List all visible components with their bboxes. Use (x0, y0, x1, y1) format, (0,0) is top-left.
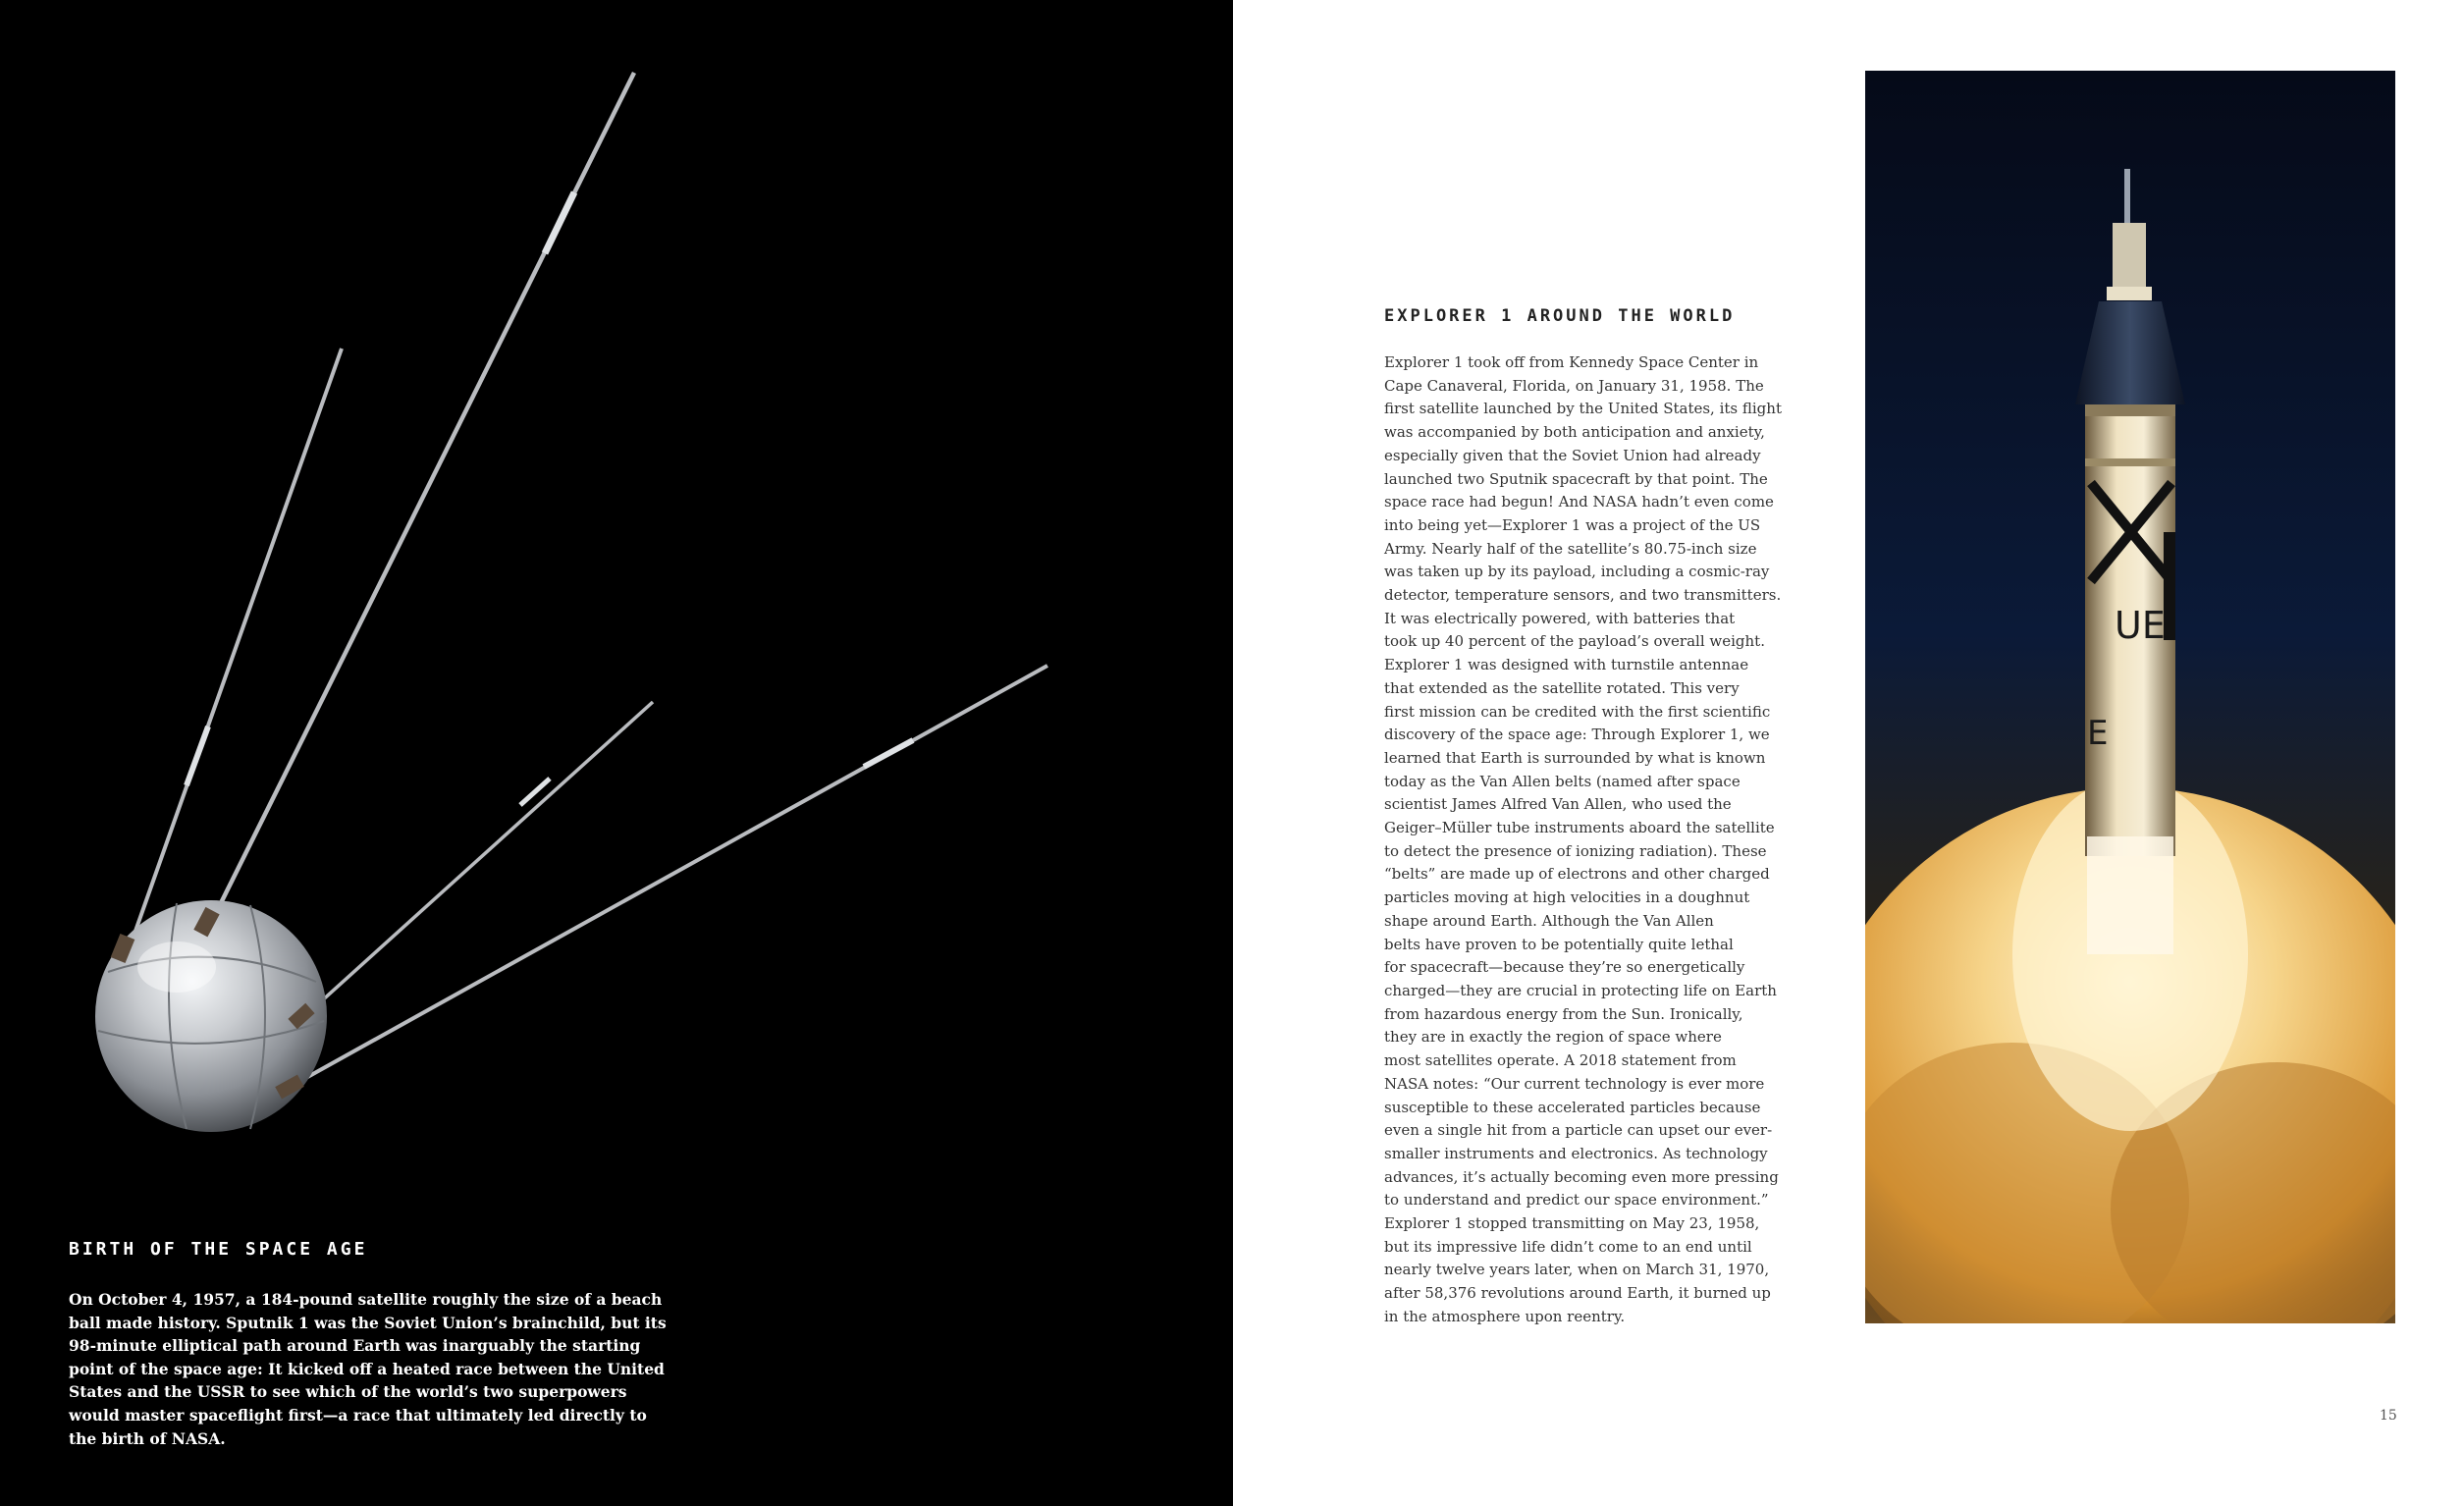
page-number: 15 (2380, 1408, 2397, 1424)
body-line: launched two Sputnik spacecraft by that point. The (1384, 469, 1768, 488)
body-line: It was electrically powered, with batteries that (1384, 609, 1736, 627)
body-line: to understand and predict our space environment.” (1384, 1191, 1769, 1210)
body-line: today as the Van Allen belts (named after space (1384, 772, 1741, 790)
sputnik-satellite-icon (0, 0, 1233, 1227)
body-line: to detect the presence of ionizing radiation). These (1384, 841, 1767, 860)
body-line: NASA notes: “Our current technology is ever more (1384, 1074, 1765, 1093)
left-heading: BIRTH OF THE SPACE AGE (69, 1239, 368, 1260)
body-line: Geiger–Müller tube instruments aboard the satellite (1384, 819, 1775, 837)
body-line: Explorer 1 took off from Kennedy Space Center in (1384, 353, 1759, 371)
body-line: even a single hit from a particle can upset our ever- (1384, 1121, 1773, 1140)
body-line: into being yet—Explorer 1 was a project of the US (1384, 515, 1761, 534)
rocket-photo (1865, 71, 2395, 1323)
rocket-marking: UE (2115, 604, 2166, 647)
body-line: susceptible to these accelerated particles because (1384, 1098, 1761, 1116)
rocket-launch-icon (1865, 71, 2395, 1323)
body-line: was accompanied by both anticipation and anxiety, (1384, 423, 1765, 442)
body-line: but its impressive life didn’t come to an end until (1384, 1237, 1752, 1256)
body-line: most satellites operate. A 2018 statement from (1384, 1051, 1737, 1070)
body-line: “belts” are made up of electrons and other charged (1384, 865, 1770, 884)
body-line: particles moving at high velocities in a doughnut (1384, 888, 1750, 907)
body-line: nearly twelve years later, when on March 31, 1970, (1384, 1261, 1770, 1279)
body-line: was taken up by its payload, including a cosmic-ray (1384, 563, 1770, 581)
body-line: Army. Nearly half of the satellite’s 80.75-inch size (1384, 539, 1757, 558)
body-line: Cape Canaveral, Florida, on January 31, 1958. The (1384, 376, 1764, 395)
body-line: space race had begun! And NASA hadn’t even come (1384, 493, 1774, 511)
body-line: learned that Earth is surrounded by what is known (1384, 748, 1766, 767)
body-line: advances, it’s actually becoming even more pressing (1384, 1167, 1779, 1186)
body-line: after 58,376 revolutions around Earth, it burned up (1384, 1284, 1771, 1303)
body-line: took up 40 percent of the payload’s overall weight. (1384, 632, 1765, 651)
body-line: belts have proven to be potentially quite lethal (1384, 935, 1734, 953)
body-line: Explorer 1 stopped transmitting on May 23, 1958, (1384, 1214, 1760, 1233)
body-line: discovery of the space age: Through Explorer 1, we (1384, 726, 1770, 744)
body-line: scientist James Alfred Van Allen, who used the (1384, 795, 1732, 814)
body-line: for spacecraft—because they’re so energetically (1384, 958, 1745, 977)
body-line: especially given that the Soviet Union had already (1384, 446, 1761, 464)
right-body-text (1384, 351, 1782, 1329)
body-line: in the atmosphere upon reentry. (1384, 1307, 1626, 1325)
left-body-text: On October 4, 1957, a 184-pound satellite roughly the size of a beach ball made history. Sputnik 1 was the Soviet Union’s brainchild, but its 98-minute elliptical path around Earth was inarguably the starting point of the space age: It kicked off a heated race between the United States and the USSR to see which of the world’s two superpowers would master spaceflight first—a race that ultimately led directly to the birth of NASA. (69, 1290, 667, 1448)
body-line: detector, temperature sensors, and two transmitters. (1384, 586, 1782, 605)
rocket-marking-2: E (2087, 714, 2109, 753)
body-line: charged—they are crucial in protecting life on Earth (1384, 981, 1777, 999)
body-line: first mission can be credited with the first scientific (1384, 702, 1771, 721)
body-line: first satellite launched by the United States, its flight (1384, 400, 1782, 418)
body-line: they are in exactly the region of space where (1384, 1028, 1722, 1047)
body-line: Explorer 1 was designed with turnstile antennae (1384, 656, 1749, 674)
body-line: shape around Earth. Although the Van Allen (1384, 911, 1714, 930)
body-line: from hazardous energy from the Sun. Ironically, (1384, 1004, 1743, 1023)
body-line: smaller instruments and electronics. As technology (1384, 1144, 1768, 1162)
right-heading: EXPLORER 1 AROUND THE WORLD (1384, 306, 1736, 326)
right-page (1233, 0, 2464, 1506)
body-line: that extended as the satellite rotated. This very (1384, 678, 1740, 697)
